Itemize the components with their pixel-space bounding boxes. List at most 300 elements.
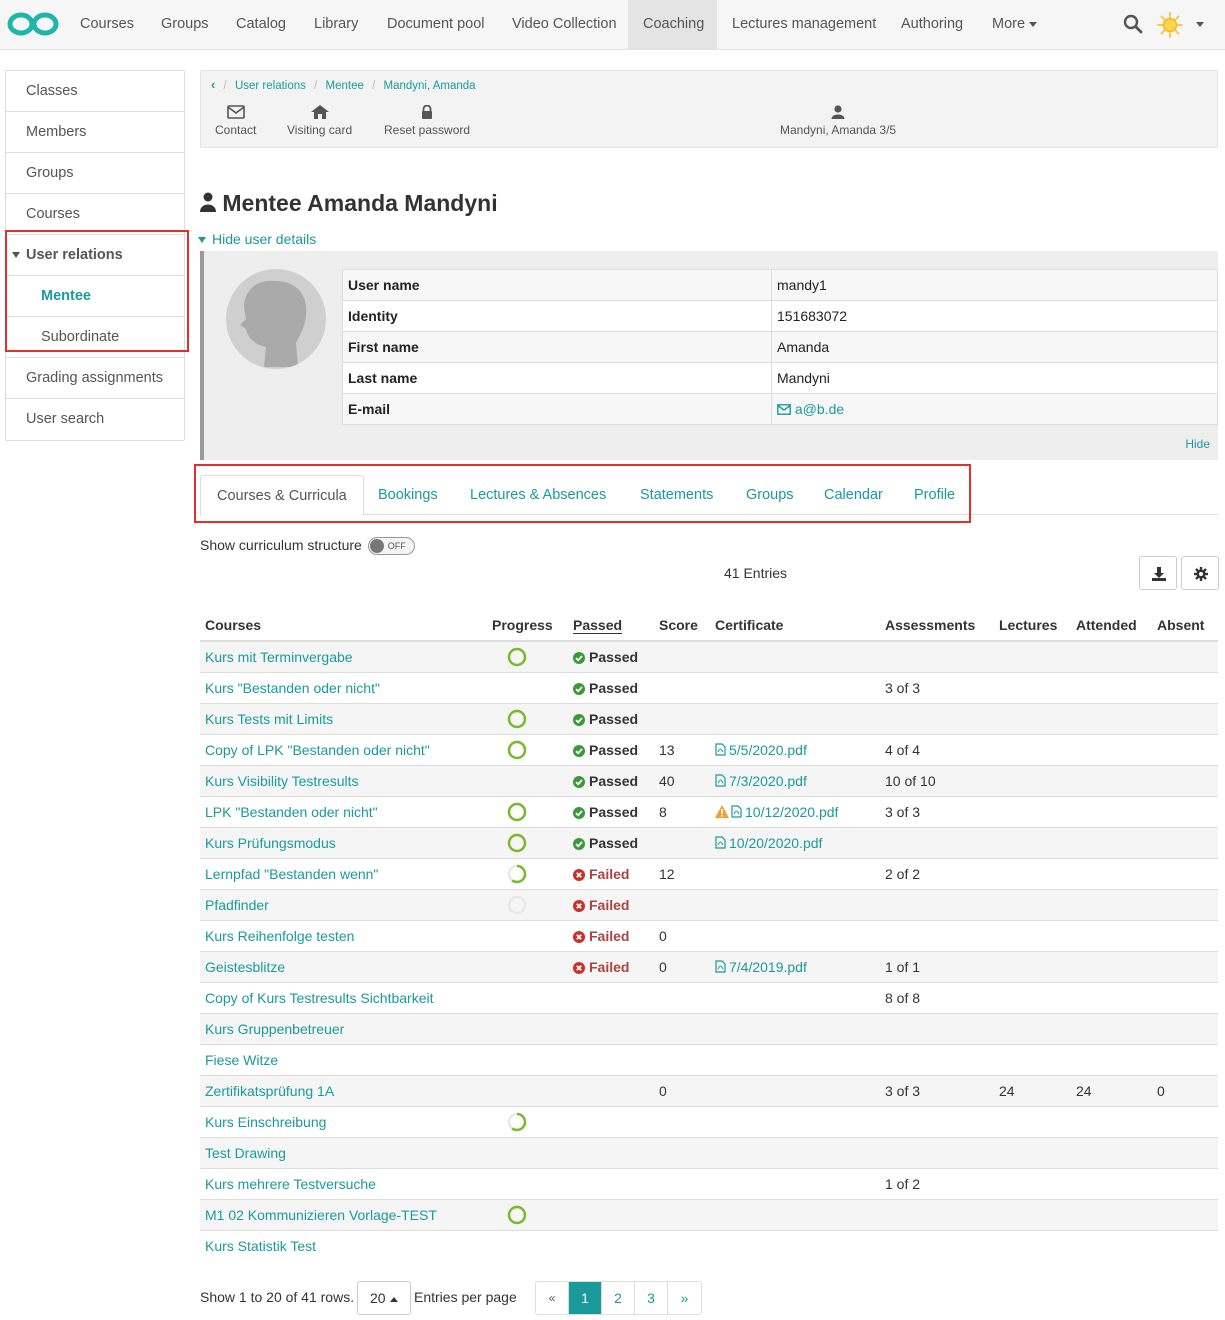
- absent-cell: [1152, 1137, 1218, 1168]
- pagination-summary: Show 1 to 20 of 41 rows.: [200, 1289, 355, 1305]
- passed-cell: [568, 827, 654, 858]
- lock-icon: [420, 105, 434, 119]
- times-circle-icon: [573, 900, 585, 912]
- lectures-cell: [994, 734, 1071, 765]
- progress-cell: [487, 734, 568, 765]
- assessments-cell: [880, 827, 994, 858]
- nav-coaching[interactable]: Coaching: [628, 0, 717, 49]
- certificate-cell: [710, 920, 880, 951]
- detail-row: [343, 301, 1218, 332]
- certificate-cell: [710, 641, 880, 672]
- attended-cell: [1071, 672, 1152, 703]
- page-size-label: Entries per page: [414, 1289, 517, 1305]
- switch-state: OFF: [387, 541, 406, 552]
- course-link[interactable]: Kurs Reihenfolge testen: [200, 920, 487, 951]
- lectures-cell: [994, 920, 1071, 951]
- sidebar-item-label: User relations: [26, 247, 123, 263]
- passed-cell: [568, 672, 654, 703]
- page-size-value: 20: [370, 1290, 386, 1306]
- certificate-cell: [710, 1230, 880, 1261]
- contact-label: Contact: [215, 123, 257, 137]
- check-circle-icon: [573, 652, 585, 664]
- certificate-link[interactable]: [715, 835, 822, 851]
- detail-value: 151683072: [772, 301, 1218, 332]
- passed-cell: [568, 1199, 654, 1230]
- passed-cell: [568, 889, 654, 920]
- assessments-cell: [880, 1230, 994, 1261]
- progress-ring-icon: [507, 895, 527, 915]
- status-badge: [573, 742, 638, 758]
- status-badge: [573, 804, 638, 820]
- nav-catalog[interactable]: Catalog: [236, 16, 286, 32]
- nav-lectures-management[interactable]: Lectures management: [732, 16, 877, 32]
- status-text: Failed: [589, 896, 630, 913]
- attended-cell: [1071, 1044, 1152, 1075]
- assessments-cell: 3 of 3: [880, 1075, 994, 1106]
- certificate-link[interactable]: [715, 742, 807, 758]
- detail-value: mandy1: [772, 270, 1218, 301]
- col-assessments[interactable]: Assessments: [880, 609, 994, 641]
- status-badge: [573, 680, 638, 696]
- assessments-cell: 1 of 1: [880, 951, 994, 982]
- nav-more-label: More: [992, 16, 1026, 32]
- toggle-label: Show curriculum structure: [200, 537, 362, 553]
- user-menu-chevron-icon[interactable]: [1196, 22, 1204, 27]
- certificate-cell: [710, 951, 880, 982]
- curriculum-structure-switch[interactable]: [368, 537, 415, 555]
- table-row: [200, 1044, 1218, 1075]
- attended-cell: [1071, 703, 1152, 734]
- col-passed[interactable]: [568, 609, 654, 641]
- certificate-cell: [710, 1075, 880, 1106]
- sidebar: [5, 70, 185, 441]
- passed-cell: [568, 1075, 654, 1106]
- attended-cell: [1071, 765, 1152, 796]
- table-row: [200, 858, 1218, 889]
- passed-cell: [568, 734, 654, 765]
- page-2-button[interactable]: 2: [602, 1282, 635, 1314]
- lectures-cell: [994, 1013, 1071, 1044]
- visiting-card-button[interactable]: [287, 105, 352, 137]
- status-badge: [573, 649, 638, 665]
- detail-key: User name: [343, 270, 772, 301]
- col-score[interactable]: Score: [654, 609, 710, 641]
- absent-cell: [1152, 796, 1218, 827]
- attended-cell: [1071, 982, 1152, 1013]
- breadcrumb-user-relations[interactable]: User relations: [234, 80, 306, 92]
- caret-down-icon: [198, 237, 206, 243]
- attended-cell: [1071, 951, 1152, 982]
- tab-statements[interactable]: Statements: [640, 487, 714, 503]
- attended-cell: [1071, 734, 1152, 765]
- passed-cell: [568, 982, 654, 1013]
- assessments-cell: [880, 1013, 994, 1044]
- curriculum-structure-toggle-row: [200, 537, 415, 555]
- course-link[interactable]: Kurs Einschreibung: [200, 1106, 487, 1137]
- detail-row: [343, 363, 1218, 394]
- tab-profile[interactable]: Profile: [914, 487, 956, 503]
- course-link[interactable]: Copy of Kurs Testresults Sichtbarkeit: [200, 982, 487, 1013]
- detail-key: Last name: [343, 363, 772, 394]
- assessments-cell: [880, 703, 994, 734]
- absent-cell: [1152, 1168, 1218, 1199]
- certificate-link[interactable]: [715, 773, 807, 789]
- attended-cell: [1071, 1013, 1152, 1044]
- status-text: Passed: [589, 648, 639, 665]
- lectures-cell: [994, 1106, 1071, 1137]
- score-cell: [654, 1044, 710, 1075]
- col-certificate[interactable]: Certificate: [710, 609, 880, 641]
- tab-calendar[interactable]: Calendar: [824, 487, 883, 503]
- lectures-cell: [994, 703, 1071, 734]
- attended-cell: [1071, 1168, 1152, 1199]
- passed-cell: [568, 1013, 654, 1044]
- assessments-cell: 10 of 10: [880, 765, 994, 796]
- lectures-cell: [994, 951, 1071, 982]
- status-badge: [573, 959, 629, 975]
- times-circle-icon: [573, 962, 585, 974]
- assessments-cell: 4 of 4: [880, 734, 994, 765]
- back-chevron-icon[interactable]: ‹: [211, 77, 216, 92]
- sidebar-item-classes[interactable]: Classes: [6, 71, 184, 112]
- check-circle-icon: [573, 807, 585, 819]
- course-link[interactable]: M1 02 Kommunizieren Vorlage-TEST: [200, 1199, 487, 1230]
- nav-library[interactable]: Library: [314, 16, 359, 32]
- score-cell: 12: [654, 858, 710, 889]
- caret-down-icon: [12, 252, 20, 258]
- course-link[interactable]: Kurs Visibility Testresults: [200, 765, 487, 796]
- passed-cell: [568, 858, 654, 889]
- attended-cell: [1071, 827, 1152, 858]
- lectures-cell: [994, 672, 1071, 703]
- attended-cell: [1071, 1106, 1152, 1137]
- attended-cell: [1071, 1230, 1152, 1261]
- table-row: [200, 1106, 1218, 1137]
- avatar: [226, 269, 326, 369]
- tab-lectures-absences[interactable]: Lectures & Absences: [470, 487, 607, 503]
- assessments-cell: [880, 920, 994, 951]
- home-icon: [311, 105, 329, 119]
- certificate-text: 7/3/2020.pdf: [729, 772, 807, 789]
- sidebar-item-members[interactable]: Members: [6, 112, 184, 153]
- certificate-cell: [710, 1044, 880, 1075]
- score-cell: 0: [654, 951, 710, 982]
- progress-ring-icon: [507, 740, 527, 760]
- user-icon: [831, 105, 845, 119]
- col-courses[interactable]: Courses: [200, 609, 487, 641]
- progress-cell: [487, 1199, 568, 1230]
- course-link[interactable]: Test Drawing: [200, 1137, 487, 1168]
- table-row: [200, 1075, 1218, 1106]
- certificate-cell: [710, 1013, 880, 1044]
- certificate-cell: [710, 889, 880, 920]
- absent-cell: [1152, 672, 1218, 703]
- progress-ring-icon: [507, 647, 527, 667]
- attended-cell: [1071, 796, 1152, 827]
- logo-icon[interactable]: [6, 10, 60, 38]
- hide-user-details-label: Hide user details: [212, 231, 317, 247]
- score-cell: [654, 1137, 710, 1168]
- courses-table: [200, 609, 1218, 1261]
- score-cell: [654, 982, 710, 1013]
- reset-password-label: Reset password: [384, 123, 471, 137]
- file-pdf-icon: [715, 836, 726, 849]
- course-link[interactable]: Lernpfad "Bestanden wenn": [200, 858, 487, 889]
- settings-button[interactable]: [1181, 556, 1219, 590]
- progress-cell: [487, 889, 568, 920]
- lectures-cell: 24: [994, 1075, 1071, 1106]
- page-3-button[interactable]: 3: [635, 1282, 668, 1314]
- absent-cell: [1152, 1044, 1218, 1075]
- page-title-text: Mentee Amanda Mandyni: [222, 190, 498, 216]
- lectures-cell: [994, 982, 1071, 1013]
- lectures-cell: [994, 827, 1071, 858]
- check-circle-icon: [573, 776, 585, 788]
- entries-count: 41 Entries: [724, 565, 788, 581]
- contact-button[interactable]: [215, 105, 256, 137]
- progress-cell: [487, 765, 568, 796]
- absent-cell: [1152, 827, 1218, 858]
- times-circle-icon: [573, 931, 585, 943]
- passed-cell: [568, 703, 654, 734]
- table-row: [200, 641, 1218, 672]
- col-absent[interactable]: Absent: [1152, 609, 1218, 641]
- certificate-text: 5/5/2020.pdf: [729, 741, 807, 758]
- absent-cell: [1152, 889, 1218, 920]
- course-link[interactable]: Kurs mit Terminvergabe: [200, 641, 487, 672]
- table-row: [200, 1199, 1218, 1230]
- passed-cell: [568, 796, 654, 827]
- table-row: [200, 827, 1218, 858]
- user-details-table: [342, 269, 1218, 425]
- certificate-link[interactable]: [715, 959, 807, 975]
- course-link[interactable]: Pfadfinder: [200, 889, 487, 920]
- check-circle-icon: [573, 683, 585, 695]
- assessments-cell: [880, 889, 994, 920]
- certificate-cell: [710, 703, 880, 734]
- certificate-cell: [710, 858, 880, 889]
- course-link[interactable]: Kurs Tests mit Limits: [200, 703, 487, 734]
- sidebar-item-user-search[interactable]: User search: [26, 411, 105, 427]
- score-cell: 13: [654, 734, 710, 765]
- table-row: [200, 796, 1218, 827]
- attended-cell: [1071, 641, 1152, 672]
- assessments-cell: [880, 1044, 994, 1075]
- progress-cell: [487, 641, 568, 672]
- course-link[interactable]: Kurs Prüfungsmodus: [200, 827, 487, 858]
- passed-cell: [568, 641, 654, 672]
- assessments-cell: 8 of 8: [880, 982, 994, 1013]
- attended-cell: [1071, 920, 1152, 951]
- score-cell: [654, 1106, 710, 1137]
- tab-bookings[interactable]: Bookings: [378, 487, 438, 503]
- status-badge: [573, 835, 638, 851]
- absent-cell: [1152, 703, 1218, 734]
- reset-password-button[interactable]: [384, 105, 470, 137]
- file-pdf-icon: [715, 743, 726, 756]
- lectures-cell: [994, 858, 1071, 889]
- col-attended[interactable]: Attended: [1071, 609, 1152, 641]
- certificate-text: 10/20/2020.pdf: [729, 834, 823, 851]
- assessments-cell: 3 of 3: [880, 796, 994, 827]
- table-row: [200, 672, 1218, 703]
- course-link[interactable]: Geistesblitze: [200, 951, 487, 982]
- col-lectures[interactable]: Lectures: [994, 609, 1071, 641]
- avatar-silhouette-icon: [226, 269, 326, 369]
- score-cell: [654, 641, 710, 672]
- status-text: Failed: [589, 927, 630, 944]
- table-row: [200, 1230, 1218, 1261]
- status-badge: [573, 928, 629, 944]
- score-cell: [654, 1013, 710, 1044]
- times-circle-icon: [573, 869, 585, 881]
- detail-key: First name: [343, 332, 772, 363]
- sun-theme-icon[interactable]: [1156, 11, 1184, 39]
- sidebar-item-groups[interactable]: Groups: [6, 153, 184, 194]
- lectures-cell: [994, 765, 1071, 796]
- nav-more[interactable]: [977, 0, 1052, 49]
- hide-user-details-toggle[interactable]: [198, 231, 316, 247]
- user-icon: [200, 192, 216, 212]
- progress-cell: [487, 1168, 568, 1199]
- certificate-cell: [710, 1168, 880, 1199]
- tab-courses-curricula[interactable]: Courses & Curricula: [200, 475, 364, 516]
- email-cell: [772, 394, 1218, 425]
- progress-cell: [487, 858, 568, 889]
- sidebar-item-grading-assignments[interactable]: Grading assignments: [6, 358, 184, 399]
- status-text: Passed: [589, 772, 639, 789]
- table-row: [200, 1168, 1218, 1199]
- progress-cell: [487, 951, 568, 982]
- check-circle-icon: [573, 838, 585, 850]
- status-badge: [573, 711, 638, 727]
- score-cell: 40: [654, 765, 710, 796]
- nav-document-pool[interactable]: Document pool: [387, 16, 485, 32]
- course-link[interactable]: Zertifikatsprüfung 1A: [200, 1075, 487, 1106]
- certificate-text: 7/4/2019.pdf: [729, 958, 807, 975]
- lectures-cell: [994, 1199, 1071, 1230]
- course-link[interactable]: Fiese Witze: [200, 1044, 487, 1075]
- attended-cell: 24: [1071, 1075, 1152, 1106]
- progress-cell: [487, 1137, 568, 1168]
- course-link[interactable]: Kurs "Bestanden oder nicht": [200, 672, 487, 703]
- envelope-icon: [777, 404, 791, 415]
- course-link[interactable]: Kurs Statistik Test: [200, 1230, 487, 1261]
- table-row: [200, 703, 1218, 734]
- status-text: Passed: [589, 834, 639, 851]
- progress-ring-icon: [507, 1205, 527, 1225]
- certificate-cell: [710, 765, 880, 796]
- status-badge: [573, 866, 629, 882]
- hide-link[interactable]: Hide: [1185, 437, 1210, 451]
- page-prev-button[interactable]: «: [536, 1282, 569, 1314]
- passed-cell: [568, 1168, 654, 1199]
- attended-cell: [1071, 858, 1152, 889]
- status-text: Passed: [589, 741, 639, 758]
- course-link[interactable]: Copy of LPK "Bestanden oder nicht": [200, 734, 487, 765]
- nav-video-collection[interactable]: Video Collection: [512, 16, 617, 32]
- assessments-cell: [880, 1106, 994, 1137]
- top-navigation: [0, 0, 1225, 50]
- check-circle-icon: [573, 714, 585, 726]
- user-details-panel: [200, 251, 1218, 460]
- score-cell: [654, 1199, 710, 1230]
- page-next-button[interactable]: »: [680, 1290, 689, 1306]
- progress-cell: [487, 982, 568, 1013]
- passed-cell: [568, 1044, 654, 1075]
- assessments-cell: [880, 1137, 994, 1168]
- breadcrumb-mentee[interactable]: Mentee: [325, 80, 364, 92]
- sidebar-item-user-relations[interactable]: [6, 235, 184, 276]
- certificate-cell: [710, 796, 880, 827]
- email-link[interactable]: [777, 401, 844, 417]
- detail-row: [343, 394, 1218, 425]
- sidebar-item-mentee[interactable]: Mentee: [6, 276, 184, 317]
- progress-ring-icon: [507, 1112, 527, 1132]
- lectures-cell: [994, 1137, 1071, 1168]
- breadcrumb: ‹ / User relations / Mentee / Mandyni, Amanda: [211, 77, 476, 92]
- passed-cell: [568, 765, 654, 796]
- course-link[interactable]: Kurs Gruppenbetreuer: [200, 1013, 487, 1044]
- download-icon: [1152, 567, 1166, 581]
- progress-ring-icon: [507, 864, 527, 884]
- course-link[interactable]: Kurs mehrere Testversuche: [200, 1168, 487, 1199]
- sidebar-item-subordinate[interactable]: Subordinate: [6, 317, 184, 358]
- status-text: Failed: [589, 958, 630, 975]
- warning-icon: [715, 805, 729, 818]
- switch-knob: [370, 539, 384, 553]
- score-cell: 0: [654, 1075, 710, 1106]
- passed-cell: [568, 951, 654, 982]
- col-passed-label: Passed: [573, 616, 623, 633]
- absent-cell: [1152, 765, 1218, 796]
- status-text: Passed: [589, 679, 639, 696]
- progress-cell: [487, 920, 568, 951]
- col-progress[interactable]: Progress: [487, 609, 568, 641]
- file-pdf-icon: [731, 805, 742, 818]
- table-row: [200, 889, 1218, 920]
- table-row: [200, 920, 1218, 951]
- search-icon[interactable]: [1123, 14, 1143, 34]
- score-cell: [654, 889, 710, 920]
- envelope-icon: [227, 105, 245, 119]
- nav-groups[interactable]: Groups: [161, 16, 209, 32]
- page-size-select[interactable]: [357, 1281, 411, 1315]
- progress-cell: [487, 1013, 568, 1044]
- passed-cell: [568, 1230, 654, 1261]
- page-1-button[interactable]: 1: [569, 1282, 602, 1314]
- download-button[interactable]: [1139, 556, 1177, 590]
- assessments-cell: 3 of 3: [880, 672, 994, 703]
- nav-courses[interactable]: Courses: [80, 16, 134, 32]
- absent-cell: [1152, 982, 1218, 1013]
- absent-cell: [1152, 1230, 1218, 1261]
- course-link[interactable]: LPK "Bestanden oder nicht": [200, 796, 487, 827]
- certificate-cell: [710, 1199, 880, 1230]
- tab-groups[interactable]: Groups: [746, 487, 794, 503]
- table-row: [200, 1013, 1218, 1044]
- absent-cell: [1152, 1106, 1218, 1137]
- progress-ring-icon: [507, 709, 527, 729]
- lectures-cell: [994, 1230, 1071, 1261]
- sidebar-item-courses[interactable]: Courses: [6, 194, 184, 235]
- score-cell: [654, 1230, 710, 1261]
- certificate-link[interactable]: [731, 804, 838, 820]
- breadcrumb-current[interactable]: Mandyni, Amanda: [383, 80, 476, 92]
- nav-authoring[interactable]: Authoring: [901, 16, 964, 32]
- table-row: [200, 1137, 1218, 1168]
- status-text: Passed: [589, 710, 639, 727]
